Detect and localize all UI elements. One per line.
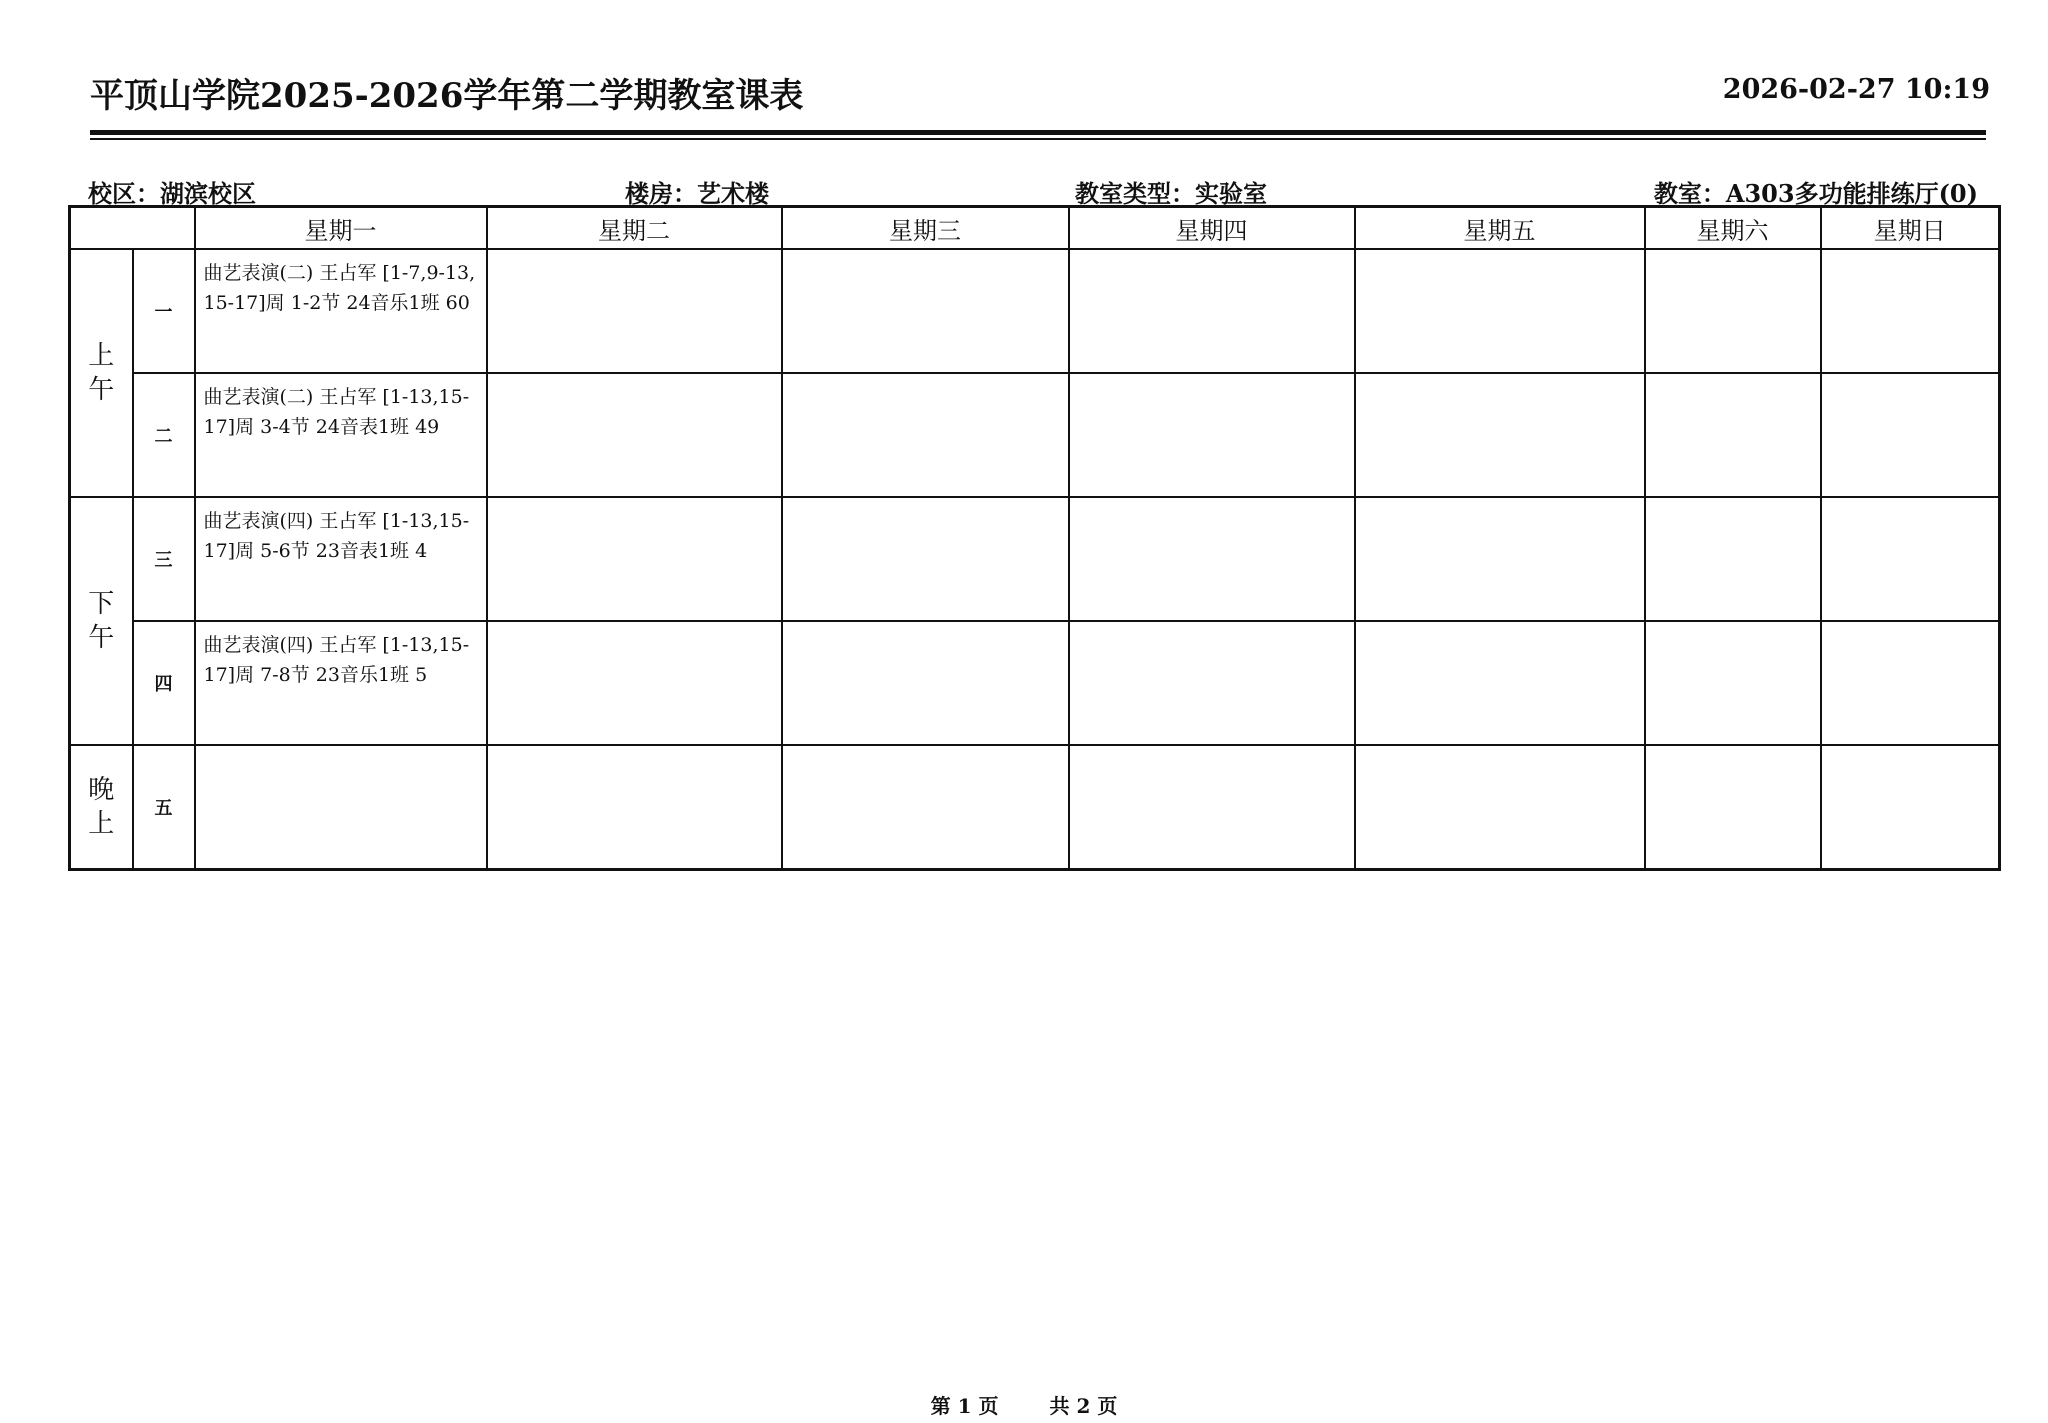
empty-cell xyxy=(1645,249,1821,373)
empty-cell xyxy=(1069,621,1355,745)
print-timestamp: 2026-02-27 10:19 xyxy=(1722,74,1990,105)
table-row xyxy=(70,497,2000,621)
empty-cell xyxy=(1069,249,1355,373)
empty-cell xyxy=(782,373,1069,497)
empty-cell xyxy=(487,249,782,373)
course-cell-mon-1: 曲艺表演(二) 王占军 [1-7,9-13,15-17]周 1-2节 24音乐1班 60 xyxy=(195,249,487,373)
table-row xyxy=(70,373,2000,497)
day-header-fri: 星期五 xyxy=(1355,207,1645,250)
page-number: 第 1 页 xyxy=(930,1394,999,1418)
empty-cell xyxy=(782,621,1069,745)
section-5: 五 xyxy=(133,745,195,870)
empty-cell xyxy=(487,373,782,497)
table-row xyxy=(70,249,2000,373)
empty-cell xyxy=(195,745,487,870)
empty-cell xyxy=(1355,249,1645,373)
empty-cell xyxy=(1821,497,2000,621)
empty-cell xyxy=(1069,373,1355,497)
section-1: 一 xyxy=(133,249,195,373)
empty-cell xyxy=(1645,497,1821,621)
room-type-label: 教室类型：实验室 xyxy=(1075,179,1267,208)
course-cell-mon-2: 曲艺表演(二) 王占军 [1-13,15-17]周 3-4节 24音表1班 49 xyxy=(195,373,487,497)
section-2: 二 xyxy=(133,373,195,497)
empty-cell xyxy=(782,745,1069,870)
campus-label: 校区：湖滨校区 xyxy=(88,179,256,208)
empty-cell xyxy=(1821,249,2000,373)
table-header-row xyxy=(70,207,2000,250)
empty-cell xyxy=(1821,745,2000,870)
schedule-table xyxy=(68,205,2001,871)
period-evening: 晚上 xyxy=(70,745,133,870)
day-header-tue: 星期二 xyxy=(487,207,782,250)
day-header-thu: 星期四 xyxy=(1069,207,1355,250)
empty-cell xyxy=(1821,373,2000,497)
empty-cell xyxy=(1069,497,1355,621)
day-header-sun: 星期日 xyxy=(1821,207,2000,250)
period-afternoon: 下午 xyxy=(70,497,133,745)
corner-cell xyxy=(70,207,195,250)
empty-cell xyxy=(782,497,1069,621)
header-divider xyxy=(90,130,1986,135)
day-header-wed: 星期三 xyxy=(782,207,1069,250)
empty-cell xyxy=(487,497,782,621)
period-morning: 上午 xyxy=(70,249,133,497)
table-row xyxy=(70,745,2000,870)
page-total: 共 2 页 xyxy=(1049,1394,1118,1418)
empty-cell xyxy=(782,249,1069,373)
day-header-sat: 星期六 xyxy=(1645,207,1821,250)
course-cell-mon-4: 曲艺表演(四) 王占军 [1-13,15-17]周 7-8节 23音乐1班 5 xyxy=(195,621,487,745)
empty-cell xyxy=(1821,621,2000,745)
header-divider-thin xyxy=(90,138,1986,140)
empty-cell xyxy=(1645,621,1821,745)
empty-cell xyxy=(1355,745,1645,870)
empty-cell xyxy=(1069,745,1355,870)
empty-cell xyxy=(1645,745,1821,870)
section-3: 三 xyxy=(133,497,195,621)
empty-cell xyxy=(487,621,782,745)
day-header-mon: 星期一 xyxy=(195,207,487,250)
empty-cell xyxy=(1355,621,1645,745)
section-4: 四 xyxy=(133,621,195,745)
page-title: 平顶山学院2025-2026学年第二学期教室课表 xyxy=(90,76,804,116)
building-label: 楼房：艺术楼 xyxy=(625,179,769,208)
empty-cell xyxy=(1355,373,1645,497)
empty-cell xyxy=(487,745,782,870)
empty-cell xyxy=(1645,373,1821,497)
page-footer xyxy=(0,1390,2048,1419)
empty-cell xyxy=(1355,497,1645,621)
course-cell-mon-3: 曲艺表演(四) 王占军 [1-13,15-17]周 5-6节 23音表1班 4 xyxy=(195,497,487,621)
room-label: 教室：A303多功能排练厅(0) xyxy=(1653,179,1978,208)
table-row xyxy=(70,621,2000,745)
